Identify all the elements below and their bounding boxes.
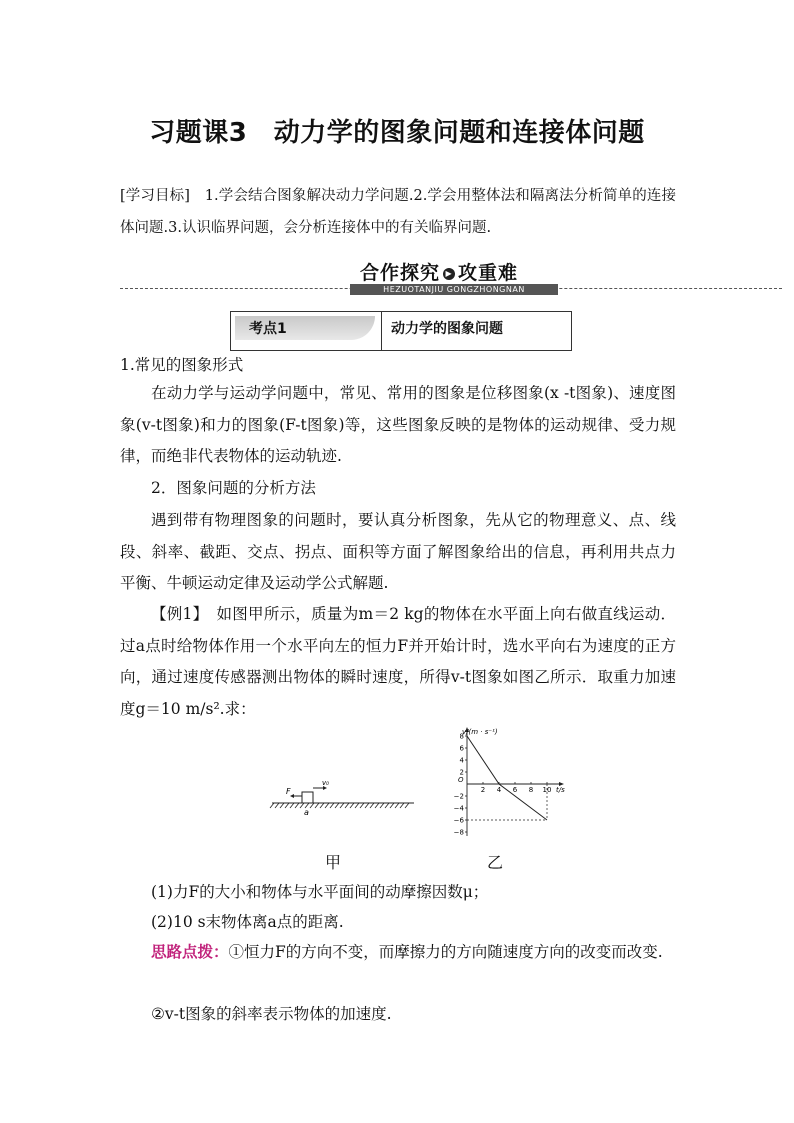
example-label: 【例1】 xyxy=(151,605,201,623)
hint-label: 思路点拨： xyxy=(151,943,229,961)
figure-jia xyxy=(268,775,418,820)
y-tick-label: 2 xyxy=(459,768,464,777)
point-a-label: a xyxy=(304,808,309,817)
section2-body: 遇到带有物理图象的问题时，要认真分析图象，先从它的物理意义、点、线段、斜率、截距、交点、拐点、面积等方面了解图象给出的信息，再利用共点力平衡、牛顿运动定律及运动学公式解题. xyxy=(120,511,676,592)
hatch-mark xyxy=(275,803,279,808)
y-tick-label: −8 xyxy=(453,828,464,836)
y-tick-label: −2 xyxy=(453,792,464,801)
banner-subtitle: HEZUOTANJIU GONGZHONGNAN xyxy=(350,284,558,295)
hatch-mark xyxy=(365,803,369,808)
x-tick-label: 4 xyxy=(496,786,502,794)
goals-text: 1.学会结合图象解决动力学问题.2.学会用整体法和隔离法分析简单的连接体问题.3.认识临界问题，会分析连接体中的有关临界问题. xyxy=(120,188,676,236)
hatch-mark xyxy=(280,803,284,808)
y-tick-label: −6 xyxy=(453,816,464,825)
figure-yi-chart xyxy=(445,724,575,836)
force-label: F xyxy=(286,787,291,796)
hatch-mark xyxy=(400,803,404,808)
question-2: (2)10 s末物体离a点的距离. xyxy=(151,913,344,931)
y-tick-label: 6 xyxy=(459,744,464,753)
hatch-mark xyxy=(405,803,409,808)
hint-line-1 xyxy=(120,937,676,969)
page-title: 习题课3 动力学的图象问题和连接体问题 xyxy=(149,118,645,148)
question-1: (1)力F的大小和物体与水平面间的动摩擦因数μ； xyxy=(151,883,489,901)
example-text: 如图甲所示，质量为m＝2 kg的物体在水平面上向右做直线运动．过a点时给物体作用一个水平向左的恒力F并开始计时，选水平向右为速度的正方向，通过速度传感器测出物体的瞬时速度，所得v-t图象如图乙所示．取重力加速度g＝10 m/s².求： xyxy=(120,605,676,718)
hatch-mark xyxy=(375,803,379,808)
hatch-mark xyxy=(270,803,274,808)
x-tick-label: 2 xyxy=(480,786,486,794)
x-tick-label: 6 xyxy=(512,786,518,794)
origin-label: O xyxy=(458,776,464,784)
hatch-mark xyxy=(310,803,314,808)
hatch-mark xyxy=(320,803,324,808)
topic-label: 考点1 xyxy=(249,321,287,337)
block xyxy=(302,792,313,803)
topic-name: 动力学的图象问题 xyxy=(391,321,503,337)
x-tick-label: 8 xyxy=(528,786,534,794)
hatch-mark xyxy=(360,803,364,808)
banner-title xyxy=(360,258,518,285)
velocity-label: v₀ xyxy=(322,779,329,787)
hatch-mark xyxy=(325,803,329,808)
hatch-mark xyxy=(285,803,289,808)
banner-right: 攻重难 xyxy=(458,262,519,284)
figure-jia-caption: 甲 xyxy=(325,853,342,872)
hatch-mark xyxy=(290,803,294,808)
hatch-mark xyxy=(390,803,394,808)
section-banner xyxy=(120,258,782,296)
series-line xyxy=(467,736,547,820)
hatch-mark xyxy=(370,803,374,808)
hatch-mark xyxy=(315,803,319,808)
hatch-mark xyxy=(295,803,299,808)
hint-text-1: ①恒力F的方向不变，而摩擦力的方向随速度方向的改变而改变. xyxy=(228,943,663,961)
y-tick-label: −4 xyxy=(453,804,464,813)
hatch-mark xyxy=(340,803,344,808)
banner-left: 合作探究 xyxy=(360,262,441,284)
y-tick-label: 8 xyxy=(459,732,464,741)
y-tick-label: 4 xyxy=(459,756,464,765)
y-axis-label: v/(m · s⁻¹) xyxy=(462,728,498,736)
hatch-mark xyxy=(350,803,354,808)
x-axis-label: t/s xyxy=(556,786,565,794)
arrow-icon: ▶ xyxy=(443,268,455,280)
section2-heading: 2．图象问题的分析方法 xyxy=(151,479,316,497)
hatch-mark xyxy=(345,803,349,808)
hatch-mark xyxy=(355,803,359,808)
learning-goals xyxy=(120,180,676,244)
figure-yi-caption: 乙 xyxy=(487,853,504,872)
hatch-mark xyxy=(385,803,389,808)
section1-heading: 1.常见的图象形式 xyxy=(120,356,244,374)
hatch-mark xyxy=(335,803,339,808)
hatch-mark xyxy=(395,803,399,808)
ground-hatch xyxy=(270,803,409,808)
hatch-mark xyxy=(330,803,334,808)
topic-tab xyxy=(231,312,382,350)
x-tick-label: 10 xyxy=(542,786,552,794)
hint-line-2: ②v-t图象的斜率表示物体的加速度. xyxy=(151,1005,392,1023)
hatch-mark xyxy=(380,803,384,808)
topic-box xyxy=(230,311,572,351)
example-1 xyxy=(120,599,676,725)
goals-label: [学习目标] xyxy=(120,188,190,204)
section1-body: 在动力学与运动学问题中，常见、常用的图象是位移图象(x -t图象)、速度图象(v-t图象)和力的图象(F-t图象)等，这些图象反映的是物体的运动规律、受力规律，而绝非代表物体的运动轨迹. xyxy=(120,384,676,465)
